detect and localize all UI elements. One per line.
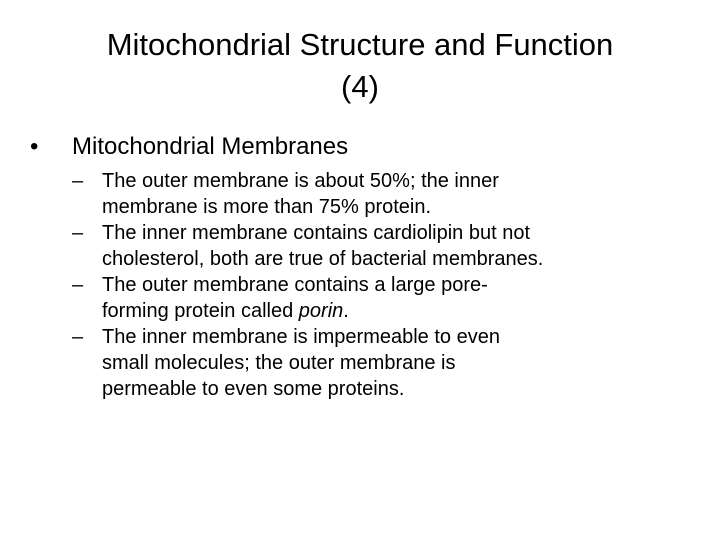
sub-bullet-list (30, 168, 700, 402)
sub-bullet-item-3 (30, 272, 700, 324)
sub-bullet-1-line-2: membrane is more than 75% protein. (102, 196, 432, 218)
bullet-icon: • (30, 133, 39, 160)
slide-title (40, 24, 680, 108)
sub-bullet-3-line-2-prefix: forming protein called (102, 300, 299, 322)
sub-bullet-item-4 (30, 324, 700, 402)
dash-icon: – (72, 222, 84, 244)
sub-bullet-3-line-2-suffix: . (343, 300, 349, 322)
dash-icon: – (72, 170, 84, 192)
sub-bullet-4-line-1: The inner membrane is impermeable to even (102, 326, 500, 348)
slide-title-line-2: (4) (341, 69, 379, 104)
porin-italic-term: porin (298, 300, 344, 322)
sub-bullet-text-4 (102, 324, 700, 402)
sub-bullet-2-line-2: cholesterol, both are true of bacterial membranes. (102, 248, 544, 270)
sub-bullet-text-2 (102, 220, 700, 272)
main-bullet-text: Mitochondrial Membranes (72, 133, 349, 160)
sub-bullet-text-1 (102, 168, 700, 220)
sub-bullet-text-3 (102, 272, 700, 324)
sub-bullet-4-line-2: small molecules; the outer membrane is (102, 352, 456, 374)
sub-bullet-2-line-1: The inner membrane contains cardiolipin but not (102, 222, 531, 244)
dash-icon: – (72, 274, 84, 296)
sub-bullet-4-line-3: permeable to even some proteins. (102, 378, 405, 400)
slide-content (30, 128, 700, 402)
sub-bullet-3-line-1: The outer membrane contains a large pore- (102, 274, 488, 296)
dash-icon: – (72, 326, 84, 348)
main-bullet-item (30, 128, 700, 166)
slide-title-line-1: Mitochondrial Structure and Function (106, 27, 614, 62)
sub-bullet-item-1 (30, 168, 700, 220)
sub-bullet-3-line-2 (102, 298, 700, 324)
sub-bullet-1-line-1: The outer membrane is about 50%; the inner (102, 170, 499, 192)
sub-bullet-item-2 (30, 220, 700, 272)
